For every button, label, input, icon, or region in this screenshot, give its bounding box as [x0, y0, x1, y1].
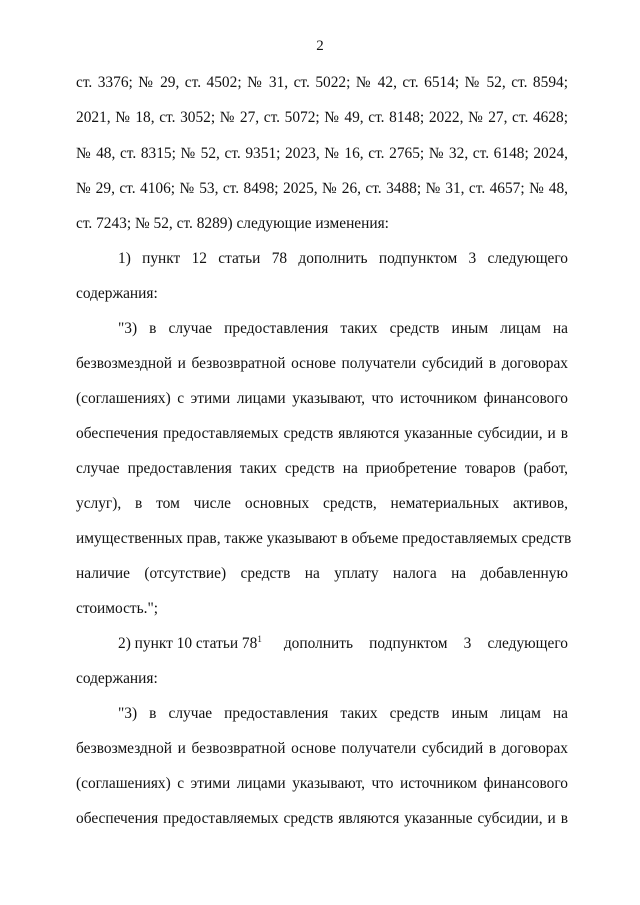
- quoted-text-line: имущественных прав, также указывают в объеме предоставляемых средств: [76, 530, 572, 547]
- quoted-text-line: наличие (отсутствие) средств на уплату налога на добавленную: [76, 565, 568, 582]
- list-item-2-heading: [118, 635, 568, 653]
- quoted-text-line: случае предоставления таких средств на приобретение товаров (работ,: [76, 460, 568, 477]
- quoted-text-line: безвозмездной и безвозвратной основе получатели субсидий в договорах: [76, 740, 568, 757]
- quoted-text-line: (соглашениях) с этими лицами указывают, что источником финансового: [76, 775, 568, 792]
- quoted-text-line: "3) в случае предоставления таких средств иным лицам на: [118, 320, 568, 337]
- page-number: 2: [316, 38, 324, 54]
- quoted-text-line: безвозмездной и безвозвратной основе получатели субсидий в договорах: [76, 355, 568, 372]
- text-line: содержания:: [76, 670, 158, 687]
- quoted-text-line: обеспечения предоставляемых средств являются указанные субсидии, и в: [76, 425, 568, 442]
- text-line: содержания:: [76, 285, 158, 302]
- superscript: 1: [257, 634, 262, 644]
- quoted-text-line: "3) в случае предоставления таких средств иным лицам на: [118, 705, 568, 722]
- list-item-2-rest: дополнить подпунктом 3 следующего: [283, 635, 568, 652]
- quoted-text-line: стоимость.";: [76, 600, 159, 617]
- quoted-text-line: обеспечения предоставляемых средств являются указанные субсидии, и в: [76, 810, 568, 827]
- reference-text: 2) пункт 10 статьи 78: [118, 635, 258, 652]
- text-line: ст. 3376; № 29, ст. 4502; № 31, ст. 5022; № 42, ст. 6514; № 52, ст. 8594;: [76, 74, 568, 91]
- text-line: № 29, ст. 4106; № 53, ст. 8498; 2025, № 26, ст. 3488; № 31, ст. 4657; № 48,: [76, 180, 568, 197]
- text-line: № 48, ст. 8315; № 52, ст. 9351; 2023, № 16, ст. 2765; № 32, ст. 6148; 2024,: [76, 145, 568, 162]
- text-line: 2021, № 18, ст. 3052; № 27, ст. 5072; № 49, ст. 8148; 2022, № 27, ст. 4628;: [76, 109, 568, 126]
- quoted-text-line: услуг), в том числе основных средств, нематериальных активов,: [76, 495, 568, 512]
- text-line: ст. 7243; № 52, ст. 8289) следующие изменения:: [76, 215, 389, 232]
- list-item-2-reference: [118, 635, 262, 653]
- quoted-text-line: (соглашениях) с этими лицами указывают, что источником финансового: [76, 390, 568, 407]
- list-item-1-heading: 1) пункт 12 статьи 78 дополнить подпунктом 3 следующего: [118, 250, 568, 267]
